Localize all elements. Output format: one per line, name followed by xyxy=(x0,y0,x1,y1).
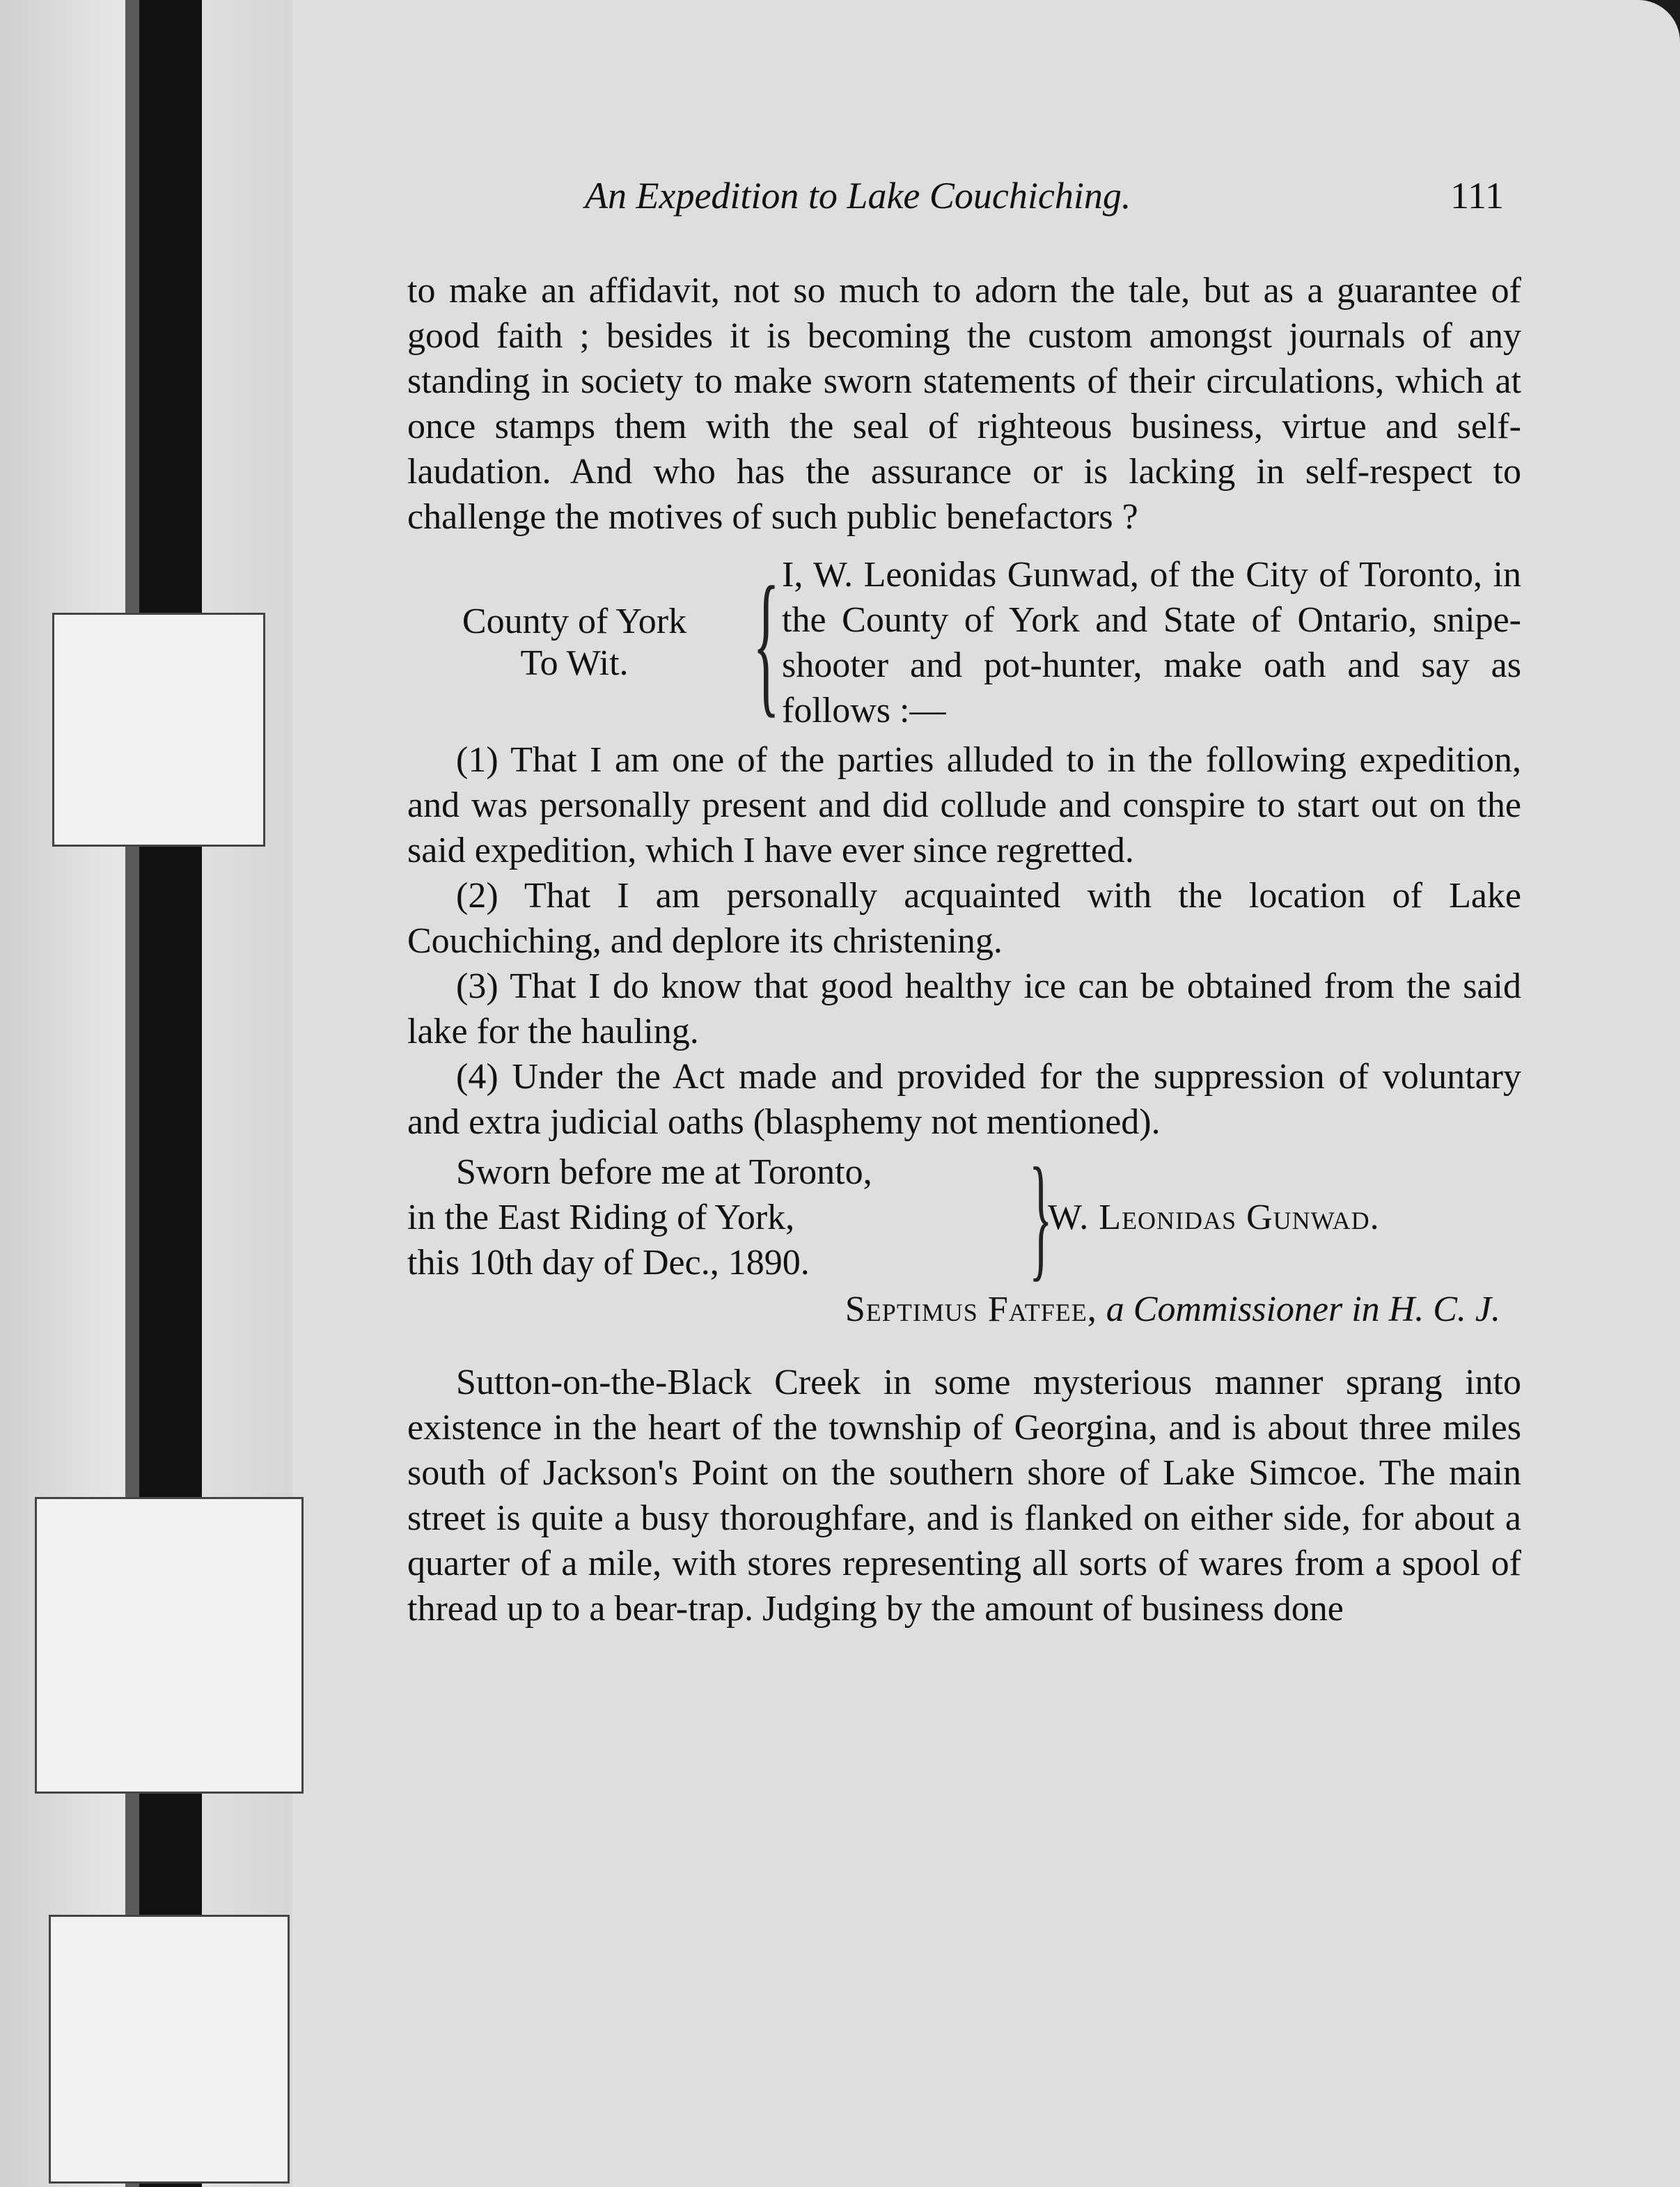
paper-tear xyxy=(49,1915,290,2184)
sworn-line-3: this 10th day of Dec., 1890. xyxy=(407,1242,810,1283)
sworn-line-2: in the East Riding of York, xyxy=(407,1197,795,1237)
book-spine xyxy=(139,0,202,2187)
running-header xyxy=(585,174,1504,217)
brace-mark: } xyxy=(1029,1140,1053,1294)
intro-paragraph: to make an affidavit, not so much to adorn the tale, but as a guarantee of good faith ; besides it is becoming the custom amongst journals of any standing in society to make sworn statements of their circulations, which at once stamps them with the seal of righteous business, virtue and self-laudation. And who has the assurance or is lacking in self-respect to challenge the motives of such public benefactors ? xyxy=(407,271,1521,537)
spine-edge xyxy=(125,0,139,2187)
venue-to-wit: To Wit. xyxy=(520,643,629,683)
affidavit-block xyxy=(407,552,1521,733)
brace-mark: { xyxy=(753,554,780,731)
running-title: An Expedition to Lake Couchiching. xyxy=(585,175,1131,217)
commissioner-name: Septimus Fatfee, xyxy=(845,1290,1097,1329)
commissioner-role: a Commissioner in H. C. J. xyxy=(1106,1290,1500,1329)
clause-4: (4) Under the Act made and provided for the suppression of voluntary and extra judicial oaths (blasphemy not mentioned). xyxy=(407,1057,1521,1142)
clause-1: (1) That I am one of the parties alluded to in the following expedition, and was personally present and did collude and conspire to start out on the said expedition, which I have ever since regretted. xyxy=(407,740,1521,870)
closing-paragraph: Sutton-on-the-Black Creek in some mysterious manner sprang into existence in the heart of the township of Georgina, and is about three miles south of Jackson's Point on the southern shore of Lake Simcoe. The main street is quite a busy thoroughfare, and is flanked on either side, for about a quarter of a mile, with stores representing all sorts of wares from a spool of thread up to a bear-trap. Judging by the amount of business done xyxy=(407,1363,1521,1629)
affidavit-venue xyxy=(407,601,741,684)
affidavit-statement: I, W. Leonidas Gunwad, of the City of Toronto, in the County of York and State of Ontario, snipe-shooter and pot-hunter, make oath and say as follows :— xyxy=(782,555,1521,730)
sworn-block xyxy=(407,1140,1521,1294)
sworn-text xyxy=(407,1150,1020,1285)
page-body xyxy=(407,268,1521,1631)
commissioner-line xyxy=(407,1287,1521,1332)
sworn-line-1: Sworn before me at Toronto, xyxy=(456,1152,872,1192)
paper-tear xyxy=(52,613,265,847)
paper-tear xyxy=(35,1497,304,1794)
clause-2: (2) That I am personally acquainted with the location of Lake Couchiching, and deplore its christening. xyxy=(407,876,1521,961)
venue-county: County of York xyxy=(462,602,687,641)
clause-3: (3) That I do know that good healthy ice can be obtained from the said lake for the hauling. xyxy=(407,966,1521,1051)
signer-name: W. Leonidas Gunwad. xyxy=(1048,1197,1380,1237)
page-number: 111 xyxy=(1450,175,1504,217)
